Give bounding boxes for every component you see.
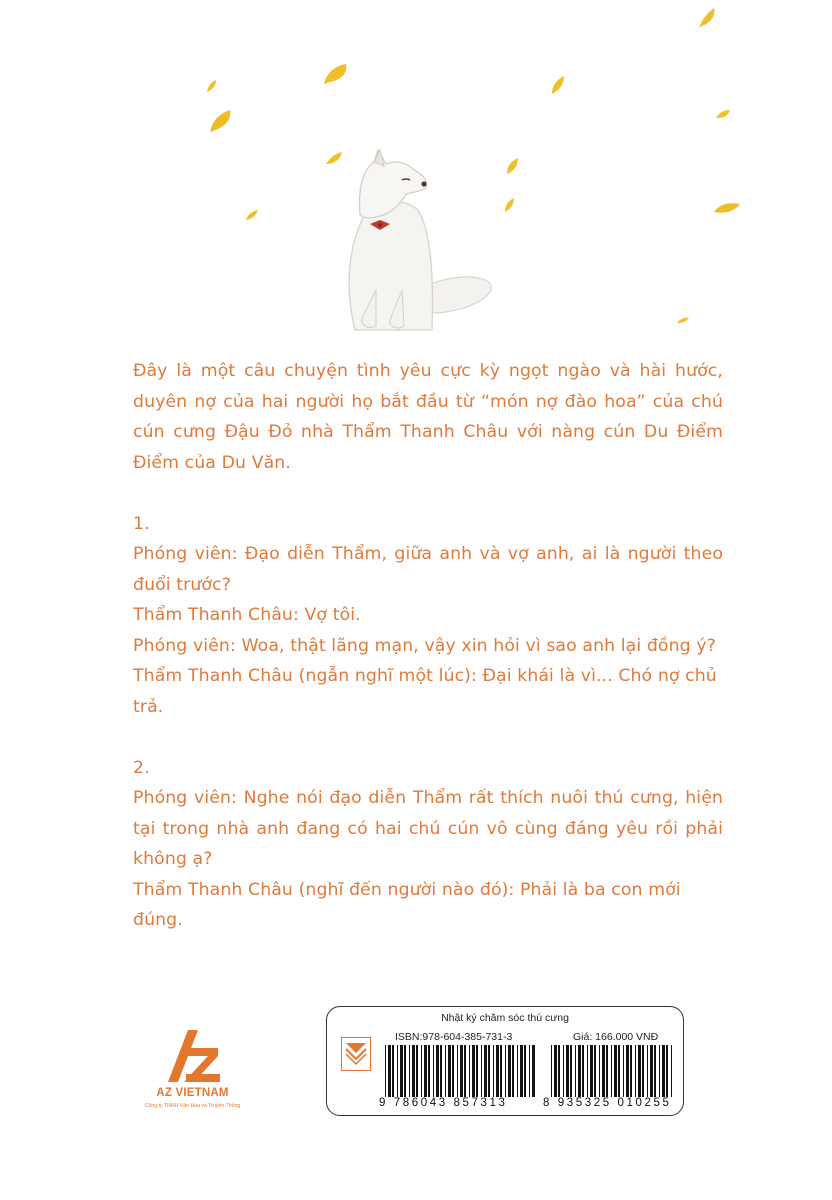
barcode-stripe xyxy=(392,1045,394,1097)
barcode-stripe xyxy=(508,1045,511,1097)
barcode-stripe xyxy=(558,1045,560,1097)
barcode-stripe xyxy=(433,1045,434,1097)
ginkgo-leaf-icon xyxy=(502,196,516,214)
barcode-stripe xyxy=(421,1045,422,1097)
barcode-stripe xyxy=(570,1045,572,1097)
section-1-number: 1. xyxy=(133,513,150,534)
barcode-stripe xyxy=(404,1045,406,1097)
barcode-stripe xyxy=(428,1045,430,1097)
barcode-stripe xyxy=(575,1045,576,1097)
section-2-number: 2. xyxy=(133,757,150,778)
barcode-stripe xyxy=(520,1045,523,1097)
interview-line: Thẩm Thanh Châu: Vợ tôi. xyxy=(133,605,361,625)
barcode-stripe xyxy=(500,1045,502,1097)
ginkgo-leaf-icon xyxy=(244,208,260,222)
barcode-stripe xyxy=(618,1045,620,1097)
barcode-stripe xyxy=(654,1045,656,1097)
isbn-label: ISBN:978-604-385-731-3 xyxy=(395,1031,513,1043)
ginkgo-leaf-icon xyxy=(676,316,690,324)
ginkgo-leaf-icon xyxy=(322,60,350,86)
ean-barcode-digits: 8 935325 010255 xyxy=(543,1097,672,1109)
barcode-stripe xyxy=(650,1045,653,1097)
isbn-barcode-digits: 9 786043 857313 xyxy=(379,1097,508,1109)
interview-line: Thẩm Thanh Châu (nghĩ đến người nào đó): Phải là ba con mới đúng. xyxy=(133,879,681,930)
barcode-stripe xyxy=(469,1045,470,1097)
barcode-stripe xyxy=(587,1045,588,1097)
publisher-name: AZ VIETNAM xyxy=(156,1087,229,1099)
barcode-stripe xyxy=(388,1045,391,1097)
ean-barcode xyxy=(551,1045,673,1097)
ginkgo-leaf-icon xyxy=(712,200,742,216)
barcode-stripe xyxy=(472,1045,475,1097)
ginkgo-leaf-icon xyxy=(204,78,218,94)
barcode-stripe xyxy=(448,1045,451,1097)
interview-line: Phóng viên: Woa, thật lãng mạn, vậy xin hỏi vì sao anh lại đồng ý? xyxy=(133,635,716,656)
barcode-stripe xyxy=(488,1045,490,1097)
interview-line: Thẩm Thanh Châu (ngẫn nghĩ một lúc): Đại khái là vì... Chó nợ chủ trả. xyxy=(133,666,717,717)
barcode-stripe xyxy=(517,1045,518,1097)
barcode-stripe xyxy=(424,1045,427,1097)
barcode-stripe xyxy=(481,1045,482,1097)
barcode-stripe xyxy=(662,1045,665,1097)
barcode-stripe xyxy=(412,1045,415,1097)
barcode-stripe xyxy=(554,1045,557,1097)
barcode-stripe xyxy=(452,1045,454,1097)
publisher-logo xyxy=(130,1028,260,1118)
barcode-stripe xyxy=(460,1045,463,1097)
barcode-stripe xyxy=(400,1045,403,1097)
barcode-stripe xyxy=(484,1045,487,1097)
barcode-stripe xyxy=(512,1045,514,1097)
barcode-stripe xyxy=(505,1045,506,1097)
white-dog-illustration xyxy=(330,140,500,335)
barcode-stripe xyxy=(532,1045,535,1097)
barcode-stripe xyxy=(476,1045,478,1097)
barcode-stripe xyxy=(642,1045,644,1097)
barcode-stripe xyxy=(630,1045,632,1097)
barcode-stripe xyxy=(566,1045,569,1097)
ginkgo-leaf-icon xyxy=(696,6,718,30)
barcode-stripe xyxy=(582,1045,584,1097)
barcode-stripe xyxy=(614,1045,617,1097)
interview-line: Phóng viên: Nghe nói đạo diễn Thẩm rất thích nuôi thú cưng, hiện tại trong nhà anh đang có hai chú cún vô cùng đáng yêu rồi phải không ạ? xyxy=(133,788,723,869)
barcode-stripe xyxy=(436,1045,439,1097)
price-label: Giá: 166.000 VNĐ xyxy=(573,1031,659,1043)
barcode-stripe xyxy=(635,1045,636,1097)
az-logo-icon xyxy=(164,1028,222,1084)
barcode-stripe xyxy=(493,1045,494,1097)
barcode-stripe xyxy=(623,1045,624,1097)
barcode-stripe xyxy=(496,1045,499,1097)
barcode-stripe xyxy=(647,1045,648,1097)
barcode-stripe xyxy=(524,1045,526,1097)
barcode-stripe xyxy=(638,1045,641,1097)
barcode-stripe xyxy=(563,1045,564,1097)
barcode-stripe xyxy=(671,1045,672,1097)
barcode-panel xyxy=(326,1006,684,1116)
barcode-stripe xyxy=(416,1045,418,1097)
barcode-stripe xyxy=(602,1045,605,1097)
ginkgo-leaf-icon xyxy=(548,74,566,96)
interview-line: Phóng viên: Đạo diễn Thẩm, giữa anh và vợ anh, ai là người theo đuổi trước? xyxy=(133,544,723,595)
barcode-stripe xyxy=(464,1045,466,1097)
barcode-stripe xyxy=(409,1045,410,1097)
ginkgo-leaf-icon xyxy=(206,106,234,134)
barcode-stripe xyxy=(578,1045,581,1097)
book-title: Nhật ký chăm sóc thú cưng xyxy=(441,1012,569,1024)
intro-paragraph: Đây là một câu chuyện tình yêu cực kỳ ngọt ngào và hài hước, duyên nợ của hai người họ bắt đầu từ “món nợ đào hoa” của chú cún cưng Đậu Đỏ nhà Thẩm Thanh Châu với nàng cún Du Điểm Điểm của Du Văn. xyxy=(133,361,723,473)
back-cover-blurb xyxy=(133,356,723,936)
barcode-stripe xyxy=(551,1045,552,1097)
barcode-stripe xyxy=(529,1045,530,1097)
publisher-company: Công ty TNHH Văn Hóa và Truyền Thông xyxy=(144,1103,241,1109)
barcode-stripe xyxy=(611,1045,612,1097)
barcode-stripe xyxy=(590,1045,593,1097)
barcode-stripe xyxy=(457,1045,458,1097)
barcode-stripe xyxy=(626,1045,629,1097)
ginkgo-leaf-icon xyxy=(714,108,732,120)
barcode-stripe xyxy=(594,1045,596,1097)
barcode-stripe xyxy=(659,1045,660,1097)
barcode-stripe xyxy=(599,1045,600,1097)
isbn-barcode xyxy=(385,1045,535,1097)
barcode-stripe xyxy=(397,1045,398,1097)
barcode-stripe xyxy=(606,1045,608,1097)
barcode-stripe xyxy=(445,1045,446,1097)
barcode-stripe xyxy=(440,1045,442,1097)
vvbooks-logo-icon xyxy=(341,1037,371,1071)
barcode-stripe xyxy=(666,1045,668,1097)
ginkgo-leaf-icon xyxy=(504,156,520,176)
barcode-stripe xyxy=(385,1045,386,1097)
